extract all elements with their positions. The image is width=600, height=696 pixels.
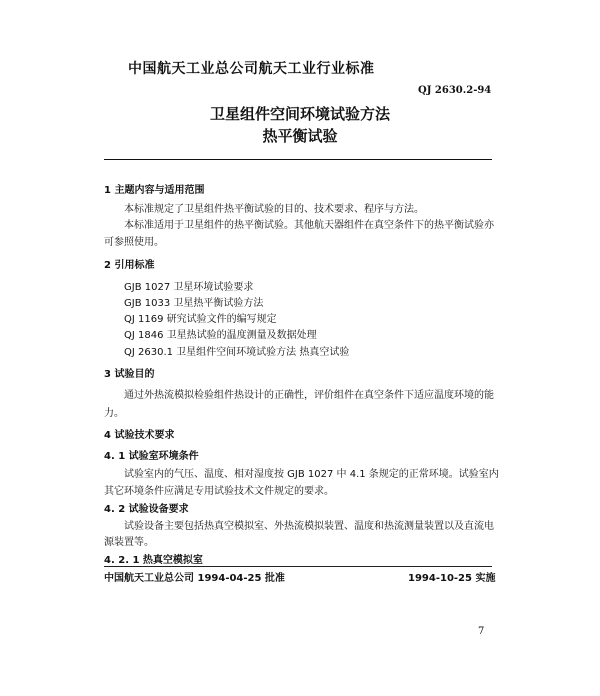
document-subtitle: 热平衡试验 [262,127,338,145]
reference-item: QJ 1846 卫星热试验的温度测量及数据处理 [124,330,317,341]
organization-standard-header: 中国航天工业总公司航天工业行业标准 [128,61,375,77]
approval-date: 中国航天工业总公司 1994-04-25 批准 [104,573,285,584]
reference-item: QJ 2630.1 卫星组件空间环境试验方法 热真空试验 [124,347,350,358]
section-4-1-heading: 4. 1 试验室环境条件 [104,451,199,462]
section-3-line-1: 通过外热流模拟检验组件热设计的正确性，评价组件在真空条件下适应温度环境的能 [124,390,494,401]
section-4-2-line-2: 源装置等。 [104,537,154,548]
section-4-2-line-1: 试验设备主要包括热真空模拟室、外热流模拟装置、温度和热流测量装置以及直流电 [124,521,494,532]
effective-date: 1994-10-25 实施 [408,573,496,584]
section-1-paragraph-2-line-1: 本标准适用于卫星组件的热平衡试验。其他航天器组件在真空条件下的热平衡试验亦 [124,220,494,231]
section-1-paragraph-2-line-2: 可参照使用。 [104,237,164,248]
reference-item: GJB 1027 卫星环境试验要求 [124,282,254,293]
section-3-line-2: 力。 [104,408,124,419]
section-1-paragraph-1: 本标准规定了卫星组件热平衡试验的目的、技术要求、程序与方法。 [124,204,424,215]
standard-code: QJ 2630.2-94 [418,85,492,96]
section-1-heading: 1 主题内容与适用范围 [104,185,205,196]
document-title: 卫星组件空间环境试验方法 [209,105,390,123]
reference-item: GJB 1033 卫星热平衡试验方法 [124,298,264,309]
section-4-2-1-heading: 4. 2. 1 热真空模拟室 [104,555,203,566]
section-4-1-line-1: 试验室内的气压、温度、相对湿度按 GJB 1027 中 4.1 条规定的正常环境。试验室内 [124,469,499,480]
section-2-heading: 2 引用标准 [104,260,155,271]
page-number: 7 [478,626,485,637]
footer-divider [104,566,492,567]
section-4-1-line-2: 其它环境条件应满足专用试验技术文件规定的要求。 [104,486,334,497]
reference-item: QJ 1169 研究试验文件的编写规定 [124,314,277,325]
section-4-heading: 4 试验技术要求 [104,430,175,441]
section-4-2-heading: 4. 2 试验设备要求 [104,504,189,515]
section-3-heading: 3 试验目的 [104,369,155,380]
title-divider [104,159,492,160]
